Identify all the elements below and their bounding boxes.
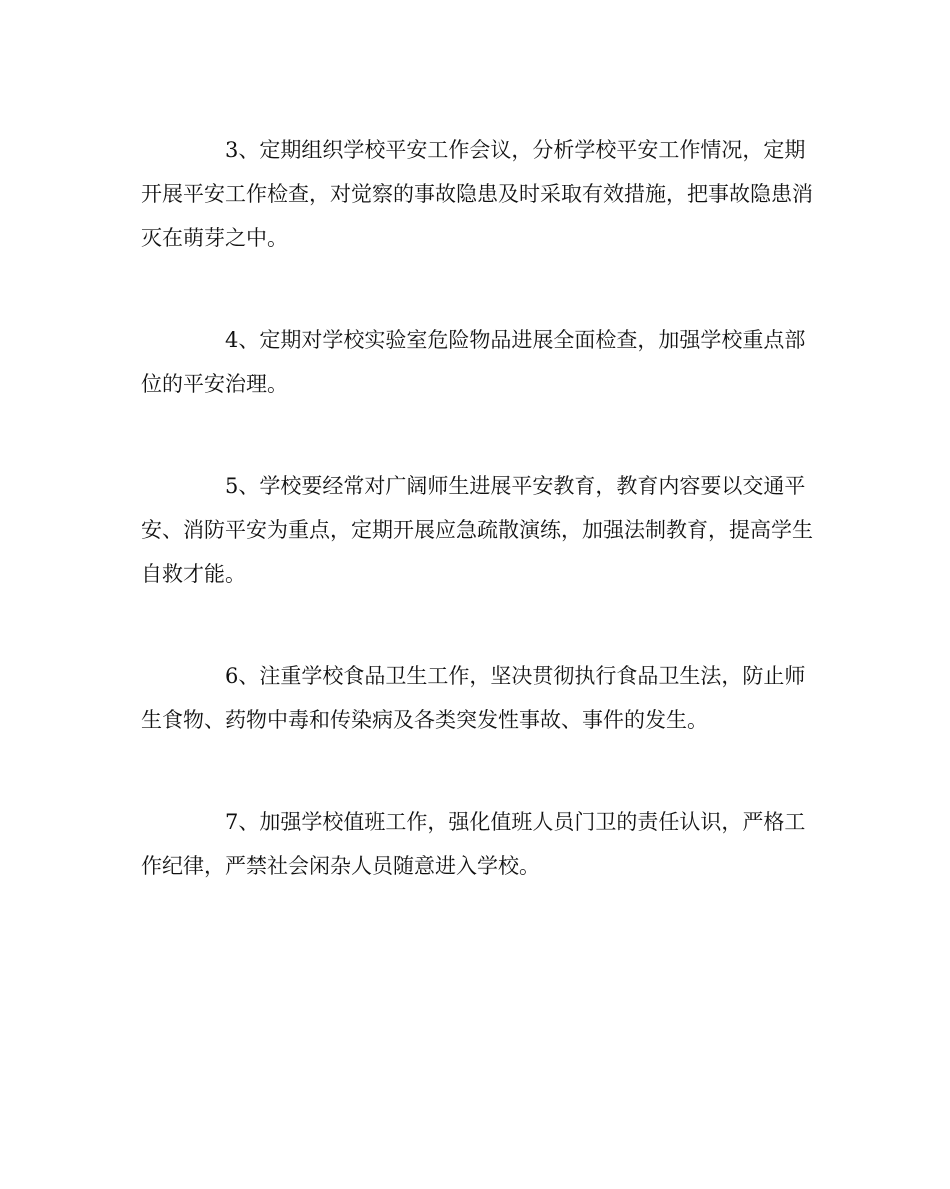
paragraph-4: 4、定期对学校实验室危险物品进展全面检查，加强学校重点部位的平安治理。 bbox=[141, 328, 806, 396]
paragraph-5: 5、学校要经常对广阔师生进展平安教育，教育内容要以交通平安、消防平安为重点，定期开展应急疏散演练，加强法制教育，提高学生自救才能。 bbox=[141, 474, 813, 586]
paragraph-3: 3、定期组织学校平安工作会议，分析学校平安工作情况，定期开展平安工作检查，对觉察的事故隐患及时采取有效措施，把事故隐患消灭在萌芽之中。 bbox=[141, 138, 813, 250]
paragraph-7: 7、加强学校值班工作，强化值班人员门卫的责任认识，严格工作纪律，严禁社会闲杂人员随意进入学校。 bbox=[141, 810, 806, 878]
paragraph-6: 6、注重学校食品卫生工作，坚决贯彻执行食品卫生法，防止师生食物、药物中毒和传染病及各类突发性事故、事件的发生。 bbox=[141, 664, 806, 732]
document-body bbox=[141, 128, 813, 888]
